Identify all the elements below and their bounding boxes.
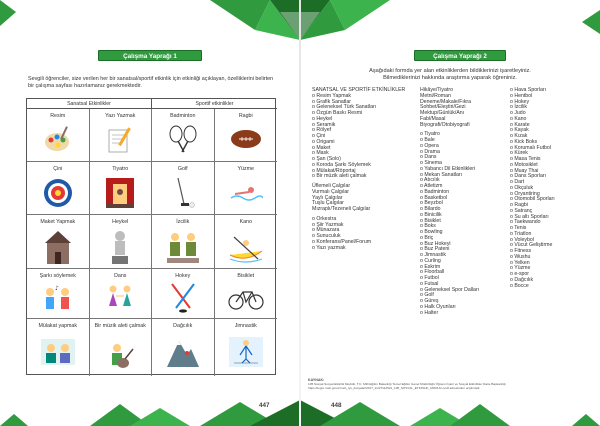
checklist-item[interactable]: o Özgün Baskı Resmi [312, 111, 412, 117]
checklist-item[interactable]: o Binicilik [420, 213, 502, 219]
checklist-item[interactable]: o Otomobil Sporları [510, 197, 592, 203]
checklist-item[interactable]: o Mekan Sanatları [420, 173, 502, 179]
cell-heykel [90, 215, 153, 269]
checklist-group-3 [420, 132, 502, 316]
activity-label: İzcilik [176, 219, 190, 225]
cell-yazi-yazmak [90, 109, 153, 162]
checklist-item[interactable]: o Dans [420, 155, 502, 161]
checklist-item[interactable]: o Kick Boks [510, 140, 592, 146]
guitar-player-icon [105, 341, 135, 373]
cell-sarki [27, 269, 90, 319]
checklist-item[interactable]: o Orkestra [312, 217, 412, 223]
activity-column-1 [312, 88, 412, 251]
checklist-item[interactable]: o Bale [420, 138, 502, 144]
checklist-group-2 [312, 217, 412, 252]
checklist-item[interactable]: o Bowling [420, 230, 502, 236]
source-note [308, 378, 592, 390]
checklist-item[interactable]: o Sunuculuk [312, 234, 412, 240]
cell-badminton [152, 109, 215, 162]
checklist-item[interactable]: o Golf [420, 293, 502, 299]
checklist-item[interactable]: o Mülakat/Röportaj [312, 169, 412, 175]
checklist-item[interactable]: o Yelken [510, 261, 592, 267]
activity-label: Bisiklet [237, 273, 255, 279]
checklist-item[interactable]: o Atletizm [420, 184, 502, 190]
checklist-item[interactable]: o Bir müzik aleti çalmak [312, 174, 412, 180]
cell-muzik [90, 319, 153, 376]
theater-stage-icon [104, 176, 136, 210]
checklist-item[interactable]: o Tiyatro [420, 132, 502, 138]
checklist-item[interactable]: o İzcilik [510, 105, 592, 111]
checklist-item[interactable]: o Su altı Sporları [510, 215, 592, 221]
checklist-item[interactable]: o Triatlon [510, 232, 592, 238]
checklist-item[interactable]: o Tenis [510, 226, 592, 232]
activity-label: Tiyatro [112, 166, 129, 172]
checklist-item[interactable]: o Atıcılık [420, 178, 502, 184]
cell-hokey [152, 269, 215, 319]
checklist-item[interactable]: o Halter [420, 311, 502, 317]
activity-label: Yüzme [237, 166, 254, 172]
hockey-sticks-icon [166, 282, 200, 314]
activity-label: Dağcılık [173, 323, 193, 329]
checklist-item[interactable]: o Korumalı Futbol [510, 146, 592, 152]
checklist-item[interactable]: o Curling [420, 259, 502, 265]
checklist-item[interactable]: o Münazara [312, 228, 412, 234]
checklist-item[interactable]: o Grafik Sanatlar [312, 100, 412, 106]
checklist-item[interactable]: o Okçuluk [510, 186, 592, 192]
checklist-item[interactable]: o Futbol [420, 276, 502, 282]
plain-list-2 [420, 88, 502, 128]
checklist-item[interactable]: o Karate [510, 123, 592, 129]
checklist-item[interactable]: o Drama [420, 150, 502, 156]
activity-label: Kano [239, 219, 252, 225]
list-text: Fabl/Masal [420, 115, 446, 122]
checklist-item[interactable]: o Futsal [420, 282, 502, 288]
badminton-racket-icon [166, 124, 200, 154]
source-text: 105 Sosyal Sosyal Etkinlik Modülü, T.C. Milli Eğitim Bakanlığı Temel Eğitim Genel Müdürlüğü Öğrenci İşleri ve Sosyal Etkinlikler Daire Başkanlığı https://tegm.meb.gov.tr/meb_iys_dosyalar/2017_11/27112521_105_SOSYAL_ETKINLIK_MODULU.pdf adresinden erişilmiştir. [308, 382, 506, 390]
activity-label: Heykel [112, 219, 129, 225]
intro-line-2: Bilmediklerinizi hakkında araştırma yaparak öğreniniz. [383, 74, 517, 81]
cell-resim [27, 109, 90, 162]
cell-ragbi [215, 109, 278, 162]
checklist-item[interactable]: o Briç [420, 236, 502, 242]
checklist-item[interactable]: o Ragbi [510, 203, 592, 209]
worksheet-2-intro [330, 68, 570, 82]
header-artistic: Sanatsal Etkinlikler [27, 99, 152, 109]
checklist-item[interactable]: o Yabancı Dil Etkinlikleri [420, 167, 502, 173]
list-text: Deneme/Makale/Fıkra [420, 98, 472, 105]
cell-cini [27, 162, 90, 215]
checklist-item[interactable]: o Mask [312, 151, 412, 157]
plain-list-1 [312, 190, 412, 213]
list-text: Yaylı Çalgılar [312, 194, 343, 201]
activity-column-2 [420, 88, 502, 316]
checklist-item[interactable]: o Rölyef [312, 128, 412, 134]
checklist-item[interactable]: o Yüzme [510, 266, 592, 272]
checklist-item[interactable]: o Masa Tenis [510, 157, 592, 163]
header-sports: Sportif etkinlikler [152, 99, 277, 109]
bicycle-icon [228, 284, 264, 312]
list-text: Biyografi/Otobiyografi [420, 121, 470, 128]
list-text: Hikâye/Tiyatro [420, 87, 453, 93]
checklist-item[interactable]: o Konferans/Panel/Forum [312, 240, 412, 246]
column-subheading: Üflemeli Çalgılar [312, 183, 351, 189]
checklist-item[interactable]: o Voleybol [510, 238, 592, 244]
cell-dagcilik [152, 319, 215, 376]
checklist-item[interactable]: o Kızak [510, 134, 592, 140]
right-page [300, 0, 600, 426]
writing-pen-icon [105, 124, 135, 154]
golf-club-icon [168, 176, 198, 210]
page-number-right: 448 [331, 402, 342, 409]
checklist-item[interactable]: o Floorball [420, 270, 502, 276]
tile-pattern-icon [42, 176, 74, 210]
checklist-item[interactable]: o Dağcılık [510, 278, 592, 284]
activity-label: Golf [177, 166, 188, 172]
checklist-item[interactable]: o Kano [510, 117, 592, 123]
cell-kano [215, 215, 278, 269]
activity-label: Resim [50, 113, 66, 119]
list-text: Metni/Roman [420, 92, 451, 99]
activity-label: Jimnastik [234, 323, 257, 329]
activity-label: Hokey [175, 273, 191, 279]
activity-label: Badminton [170, 113, 196, 119]
gymnastics-icon [228, 335, 264, 369]
cell-maket [27, 215, 90, 269]
checklist-item[interactable]: o Beyzbol [420, 201, 502, 207]
checklist-item[interactable]: o Kayak [510, 128, 592, 134]
activity-label: Maket Yapmak [40, 219, 76, 225]
checklist-item[interactable]: o Opera [420, 144, 502, 150]
checklist-item[interactable]: o Hokey [510, 100, 592, 106]
paint-brushes-icon [43, 124, 73, 154]
checklist-item[interactable]: o Judo [510, 111, 592, 117]
checklist-item[interactable]: o Şan (Solo) [312, 157, 412, 163]
worksheet-1-title: Çalışma Yaprağı 1 [98, 50, 202, 61]
checklist-item[interactable]: o Kürek [510, 151, 592, 157]
checklist-item[interactable]: o Maket [312, 146, 412, 152]
checklist-item[interactable]: o Geleneksel Spor Dalları [420, 288, 502, 294]
activities-table [26, 98, 276, 375]
column-heading: SANATSAL VE SPORTİF ETKİNLİKLER [312, 87, 406, 93]
model-building-icon [43, 228, 73, 266]
sculpture-icon [105, 228, 135, 266]
interview-icon [40, 335, 76, 369]
dancers-icon [103, 282, 137, 316]
checklist-item[interactable]: o Basketbol [420, 196, 502, 202]
worksheet-1-intro: Sevgili öğrenciler, size verilen her bir sanatsal/sportif etkinlik için etkinliği açıklayan, özelliklerini belirten bir çalışma sayfası hazırlamanız gerekmektedir. [28, 76, 274, 89]
checklist-item[interactable]: o Motosiklet [510, 163, 592, 169]
checklist-item[interactable]: o Jimnastik [420, 253, 502, 259]
checklist-item[interactable]: o Oryantiring [510, 192, 592, 198]
checklist-item[interactable]: o Vücut Geliştirme [510, 243, 592, 249]
cell-tiyatro [90, 162, 153, 215]
checklist-item[interactable]: o Koroda Şarkı Söylemek [312, 163, 412, 169]
checklist-item[interactable]: o Muay Thai [510, 169, 592, 175]
checklist-item[interactable]: o Dart [510, 180, 592, 186]
rugby-ball-icon [229, 126, 263, 152]
singers-icon [41, 282, 75, 316]
checklist-item[interactable]: o Bocce [510, 284, 592, 290]
checklist-group-1 [312, 94, 412, 180]
activity-label: Dans [114, 273, 127, 279]
checklist-item[interactable]: o Seramik [312, 123, 412, 129]
cell-dans [90, 269, 153, 319]
activity-column-3 [510, 88, 592, 289]
checklist-item[interactable]: o Çini [312, 134, 412, 140]
cell-yuzme [215, 162, 278, 215]
checklist-item[interactable]: o Taekwando [510, 220, 592, 226]
activity-label: Ragbi [238, 113, 253, 119]
scouts-icon [165, 228, 201, 266]
checklist-item[interactable]: o Hentbol [510, 94, 592, 100]
page-number-left: 447 [259, 402, 270, 409]
checklist-item[interactable]: o Resim Yapmak [312, 94, 412, 100]
list-text: Vurmalı Çalgılar [312, 188, 349, 195]
mountain-climbing-icon [165, 335, 201, 369]
list-text: Sohbet/Eleştiri/Gezi [420, 104, 466, 111]
source-label: KAYNAK: [308, 378, 325, 382]
activity-label: Bir müzik aleti çalmak [94, 323, 146, 329]
intro-line-1: Aşağıdaki formda yer alan etkinliklerden bildiklerinizi işaretleyiniz. [369, 68, 531, 74]
cell-bisiklet [215, 269, 278, 319]
checklist-item[interactable]: o Buz Pateni [420, 247, 502, 253]
checklist-item[interactable]: o Güreş [420, 299, 502, 305]
checklist-item[interactable]: o Hava Sporları [510, 88, 592, 94]
swimmer-icon [229, 178, 263, 208]
list-text: Mızraplı/Tezeneli Çalgılar [312, 206, 371, 212]
checklist-item[interactable]: o Boks [420, 224, 502, 230]
checklist-item[interactable]: o Bilardo [420, 207, 502, 213]
checklist-item[interactable]: o Dans Sporları [510, 174, 592, 180]
checklist-item[interactable]: o Bisiklet [420, 219, 502, 225]
cell-golf [152, 162, 215, 215]
checklist-item[interactable]: o Halk Oyunları [420, 305, 502, 311]
checklist-group-4 [510, 88, 592, 289]
checklist-item[interactable]: o Wushu [510, 255, 592, 261]
cell-mulakat [27, 319, 90, 376]
checklist-item[interactable]: o e-spor [510, 272, 592, 278]
activity-label: Çini [53, 166, 63, 172]
checklist-item[interactable]: o Buz Hokeyi [420, 242, 502, 248]
checklist-item[interactable]: o Fitness [510, 249, 592, 255]
checklist-item[interactable]: o Eskrim [420, 265, 502, 271]
activity-label: Mülakat yapmak [38, 323, 78, 329]
cell-izcilik [152, 215, 215, 269]
cell-jimnastik [215, 319, 278, 376]
checklist-item[interactable]: o Badminton [420, 190, 502, 196]
list-text: Tuşlu Çalgılar [312, 200, 344, 207]
checklist-item[interactable]: o Şiir Yazmak [312, 223, 412, 229]
checklist-item[interactable]: o Heykel [312, 117, 412, 123]
canoe-icon [228, 229, 264, 265]
checklist-item[interactable]: o Sinema [420, 161, 502, 167]
checklist-item[interactable]: o Satranç [510, 209, 592, 215]
svg-text:♪: ♪ [54, 285, 59, 292]
list-text: Mektup/Günlük/Anı [420, 110, 465, 116]
checklist-item[interactable]: o Yazı yazmak [312, 246, 412, 252]
checklist-item[interactable]: o Origami [312, 140, 412, 146]
activity-label: Şarkı söylemek [39, 273, 76, 279]
worksheet-2-title: Çalışma Yaprağı 2 [414, 50, 506, 61]
checklist-item[interactable]: o Geleneksel Türk Sanatları [312, 105, 412, 111]
activity-label: Yazı Yazmak [105, 113, 136, 119]
